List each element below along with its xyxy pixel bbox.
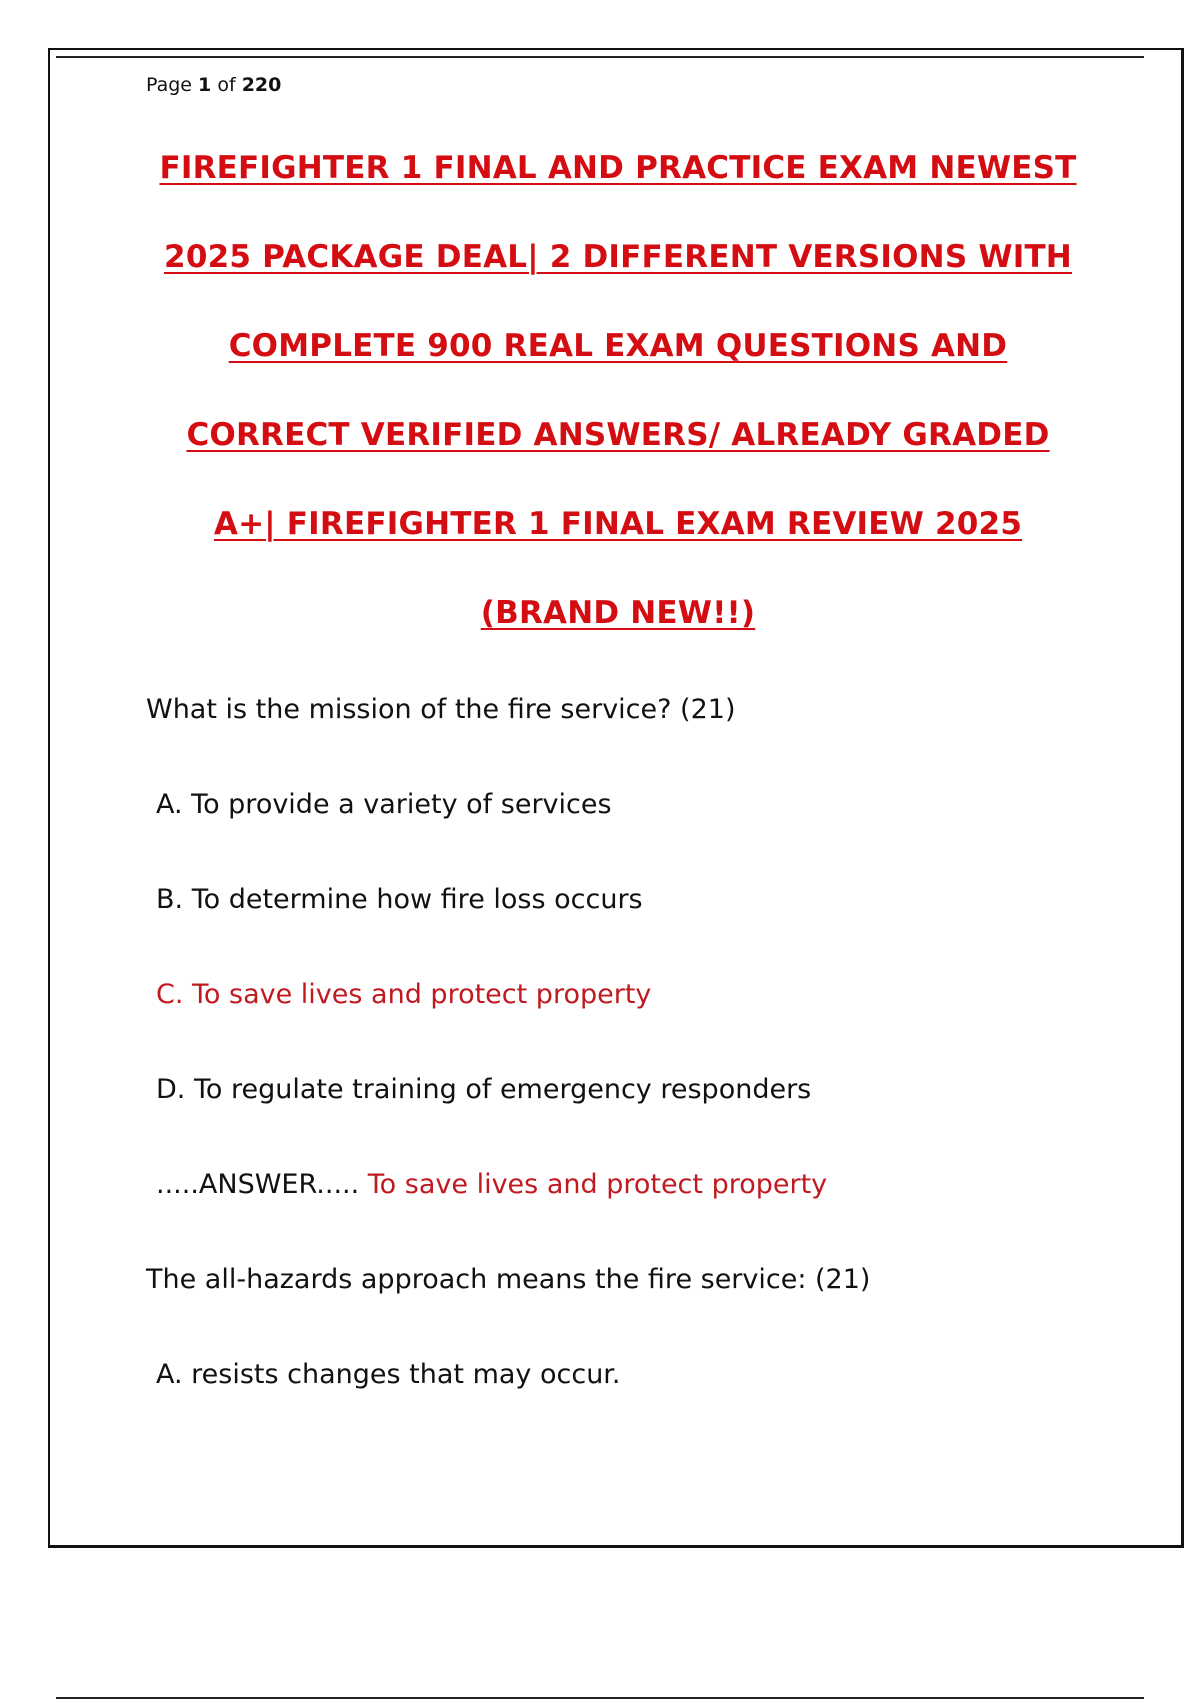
- page-current: 1: [198, 74, 212, 96]
- page-prefix: Page: [146, 74, 192, 96]
- answer-label: .....ANSWER.....: [156, 1169, 360, 1200]
- question-1-text: What is the mission of the fire service? (21): [146, 694, 736, 725]
- question-1-option-b: B. To determine how fire loss occurs: [156, 884, 643, 915]
- page-number: [146, 74, 281, 96]
- title-line-text: A+| FIREFIGHTER 1 FINAL EXAM REVIEW 2025: [213, 506, 1023, 542]
- question-1-option-d: D. To regulate training of emergency responders: [156, 1074, 812, 1105]
- title-line-text: CORRECT VERIFIED ANSWERS/ ALREADY GRADED: [186, 417, 1050, 453]
- page-of: of: [217, 74, 236, 96]
- title-line-text: (BRAND NEW!!): [480, 595, 756, 631]
- title-line-text: COMPLETE 900 REAL EXAM QUESTIONS AND: [228, 328, 1008, 364]
- top-rule: [56, 56, 1144, 58]
- question-2-text: The all-hazards approach means the fire service: (21): [146, 1264, 871, 1295]
- title-line-text: 2025 PACKAGE DEAL| 2 DIFFERENT VERSIONS WITH: [164, 239, 1072, 275]
- title-line: [120, 585, 1116, 674]
- question-2-option-a: A. resists changes that may occur.: [156, 1359, 621, 1390]
- question-1-option-c-correct: C. To save lives and protect property: [156, 979, 652, 1010]
- document-title: [120, 140, 1116, 674]
- title-line: [120, 496, 1116, 585]
- title-line-text: FIREFIGHTER 1 FINAL AND PRACTICE EXAM NEWEST: [159, 150, 1077, 186]
- title-line: [120, 229, 1116, 318]
- questions-content: [146, 680, 1126, 1440]
- bottom-rule: [56, 1697, 1144, 1699]
- title-line: [120, 407, 1116, 496]
- title-line: [120, 140, 1116, 229]
- page-total: 220: [241, 74, 282, 96]
- answer-text: To save lives and protect property: [367, 1169, 828, 1200]
- question-1-answer: [146, 1155, 1126, 1250]
- title-line: [120, 318, 1116, 407]
- question-1-option-a: A. To provide a variety of services: [156, 789, 612, 820]
